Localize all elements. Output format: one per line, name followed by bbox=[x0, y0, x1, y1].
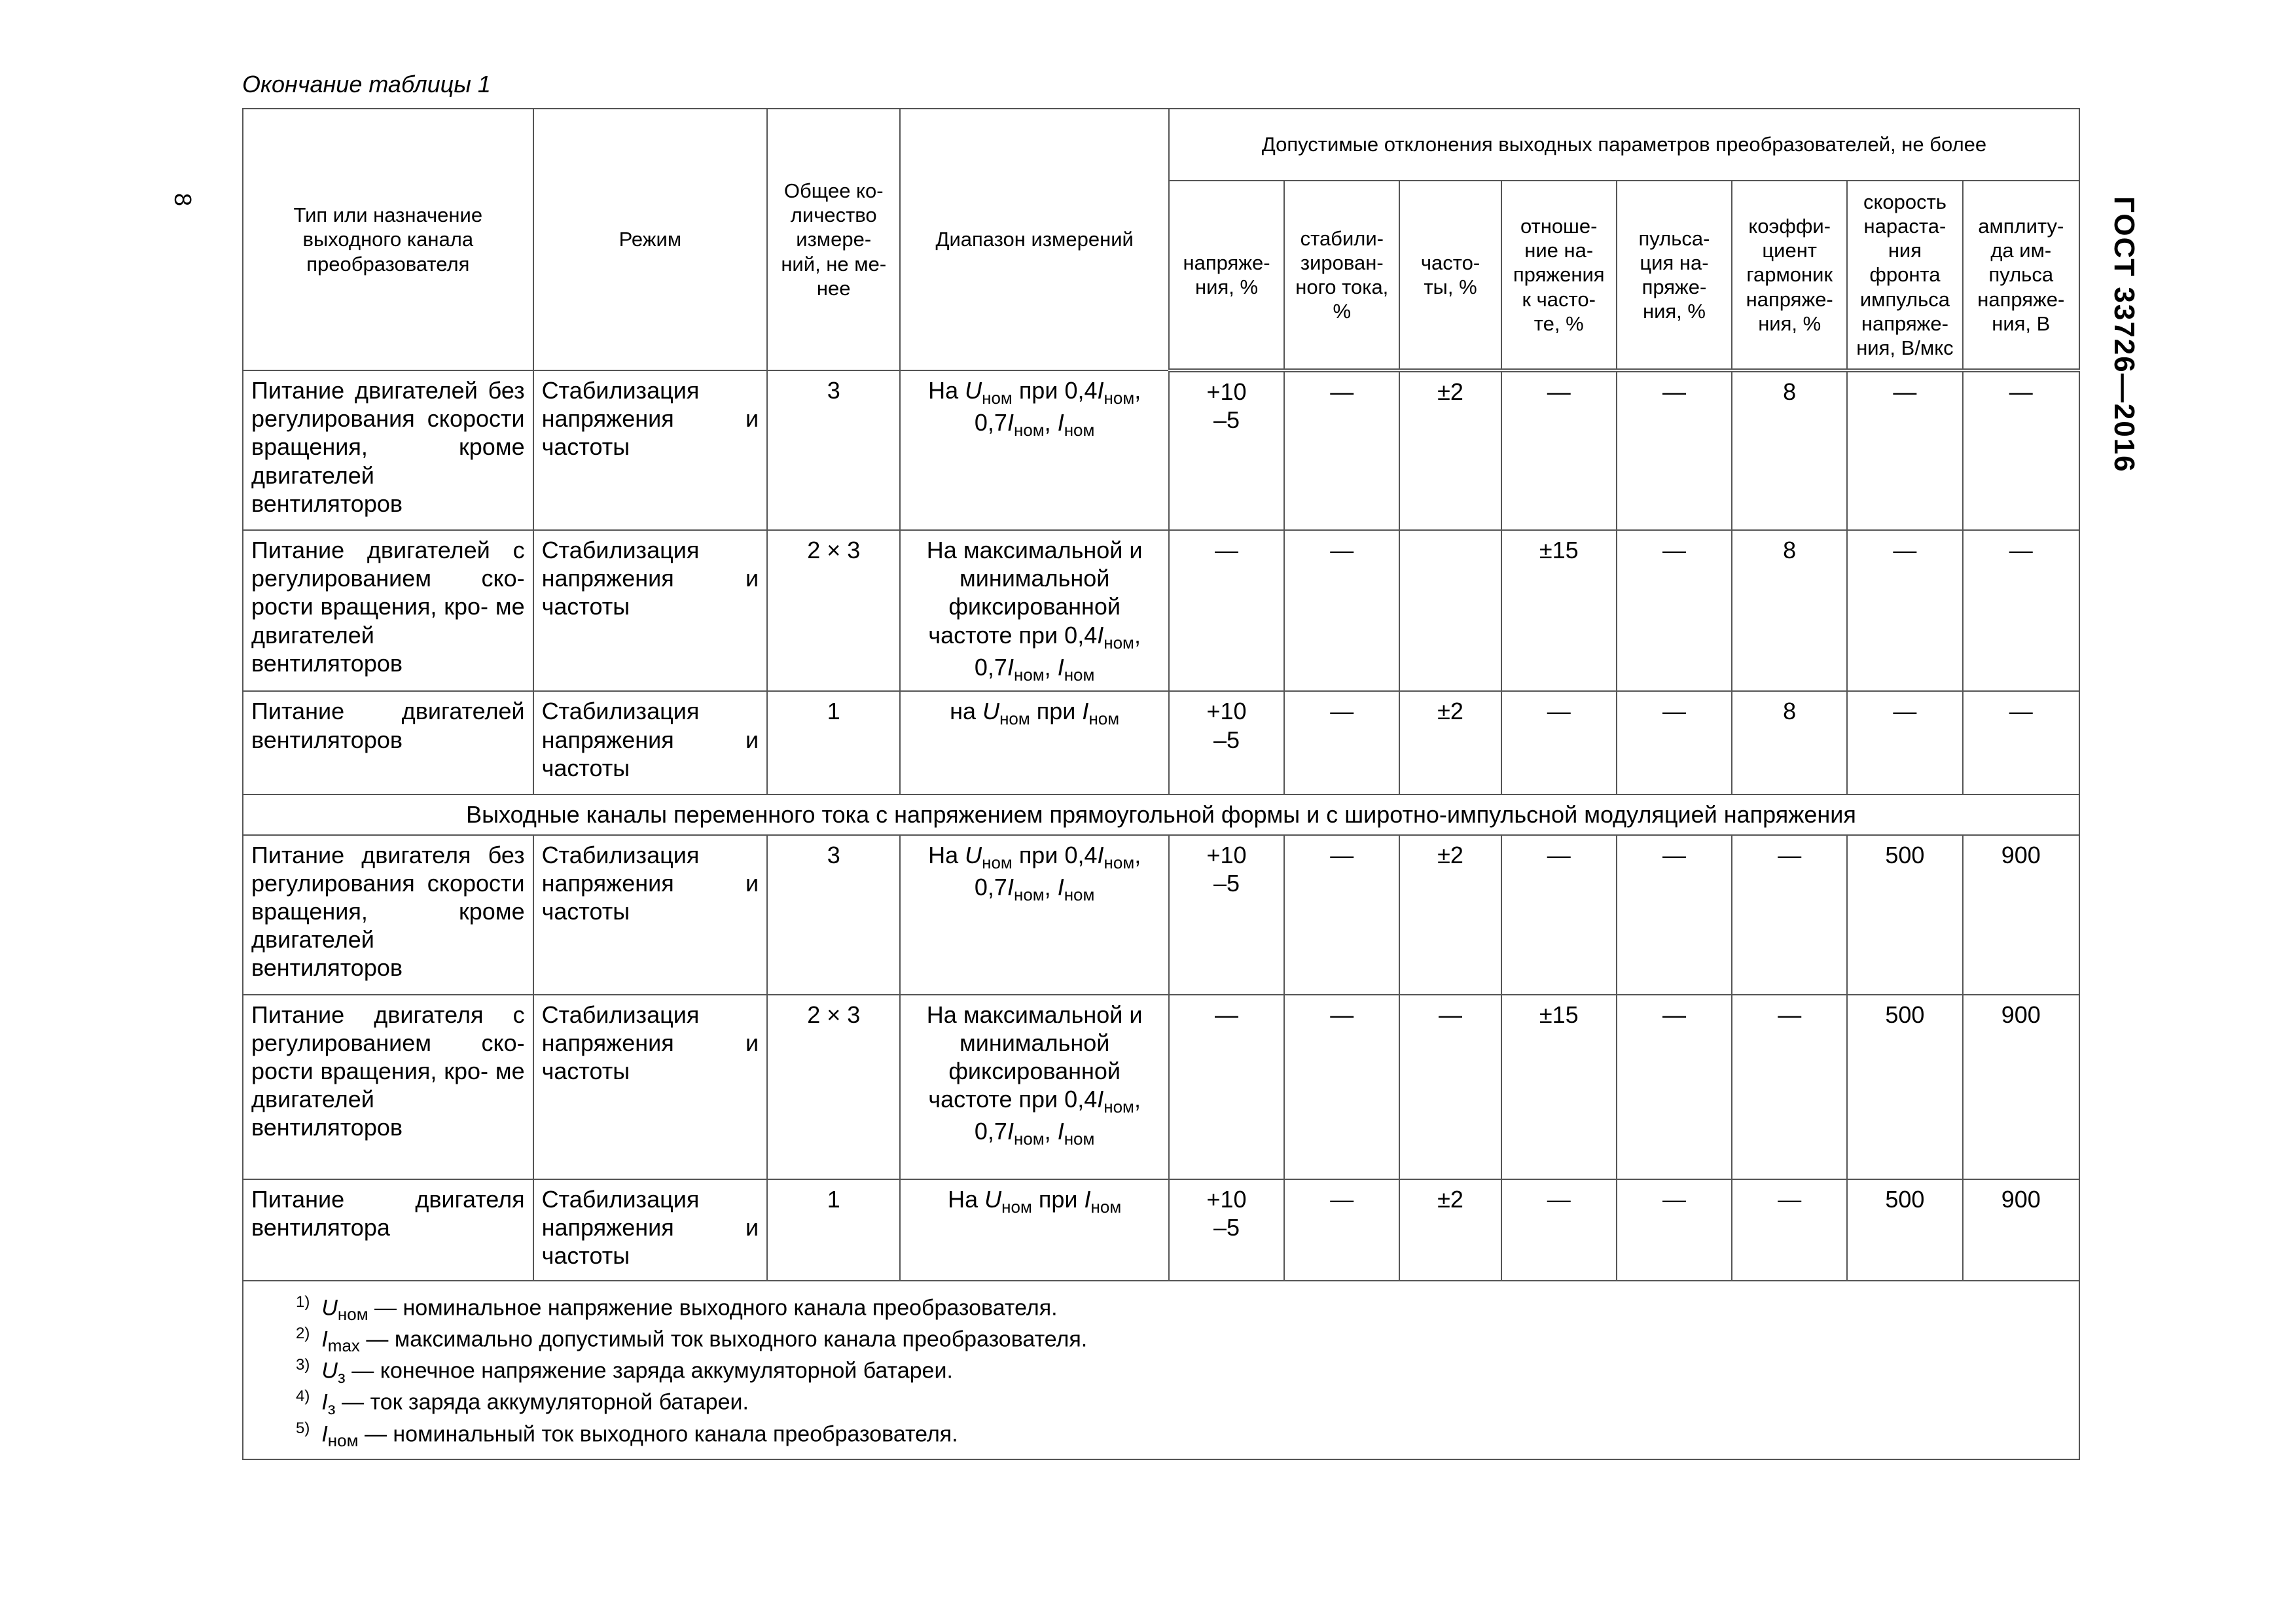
cell-value: — bbox=[1284, 691, 1399, 794]
footnote: $^{5)}$ $I_{ном}$ — номинальный ток выходного канала преобразователя. bbox=[296, 1419, 958, 1450]
table-row bbox=[243, 1179, 2079, 1281]
cell-value: — bbox=[1169, 530, 1284, 691]
cell-value: — bbox=[1617, 370, 1732, 530]
cell-mode: Стабилизация напряжения и частоты bbox=[533, 835, 767, 995]
table-row bbox=[243, 691, 2079, 794]
cell-value: 8 bbox=[1732, 691, 1847, 794]
cell-value: — bbox=[1501, 691, 1617, 794]
cell-value: — bbox=[1617, 691, 1732, 794]
header-sub: стабили- зирован- ного тока, % bbox=[1284, 181, 1399, 370]
cell-type: Питание двигателей с регулированием ско- рости вращения, кро- ме двигателей вентиляторов bbox=[243, 530, 533, 691]
header-sub: часто- ты, % bbox=[1399, 181, 1501, 370]
footnote: $^{1)}$ $U_{ном}$ — номинальное напряжение выходного канала преобразователя. bbox=[296, 1293, 1058, 1324]
cell-value: ±15 bbox=[1501, 530, 1617, 691]
cell-range: На $U_{ном}$ при $I_{ном}$ bbox=[900, 1179, 1169, 1281]
cell-value: — bbox=[1284, 370, 1399, 530]
cell-value: 500 bbox=[1847, 835, 1962, 995]
cell-range: на $U_{ном}$ при $I_{ном}$ bbox=[900, 691, 1169, 794]
cell-value: — bbox=[1284, 1179, 1399, 1281]
cell-value: — bbox=[1169, 995, 1284, 1179]
cell-value: — bbox=[1847, 370, 1962, 530]
cell-mode: Стабилизация напряжения и частоты bbox=[533, 691, 767, 794]
cell-value: 8 bbox=[1732, 530, 1847, 691]
cell-value: ±2 bbox=[1399, 370, 1501, 530]
header-count: Общее ко- личество измере- ний, не ме- нее bbox=[767, 109, 900, 370]
cell-value: — bbox=[1963, 530, 2079, 691]
cell-type: Питание двигателя без регулирования скорости вращения, кроме двигателей вентиляторов bbox=[243, 835, 533, 995]
cell-mode: Стабилизация напряжения и частоты bbox=[533, 370, 767, 530]
table-row bbox=[243, 370, 2079, 530]
section-title: Выходные каналы переменного тока с напряжением прямоугольной формы и с широтно-импульсной модуляцией напряжения bbox=[243, 794, 2079, 834]
cell-value: 500 bbox=[1847, 1179, 1962, 1281]
header-group: Допустимые отклонения выходных параметров преобразователей, не более bbox=[1169, 109, 2079, 181]
cell-count: 3 bbox=[767, 370, 900, 530]
cell-value bbox=[1399, 530, 1501, 691]
cell-value: ±2 bbox=[1399, 1179, 1501, 1281]
cell-value: — bbox=[1617, 530, 1732, 691]
table-row bbox=[243, 530, 2079, 691]
cell-mode: Стабилизация напряжения и частоты bbox=[533, 995, 767, 1179]
cell-value: 900 bbox=[1963, 1179, 2079, 1281]
cell-value: — bbox=[1732, 835, 1847, 995]
cell-value: 900 bbox=[1963, 995, 2079, 1179]
cell-value: — bbox=[1847, 530, 1962, 691]
cell-value: — bbox=[1847, 691, 1962, 794]
cell-count: 2 × 3 bbox=[767, 530, 900, 691]
header-range: Диапазон измерений bbox=[900, 109, 1169, 370]
cell-range: На $U_{ном}$ при $0,4I_{ном}$, $0,7I_{ном}$, $I_{ном}$ bbox=[900, 370, 1169, 530]
header-sub: пульса- ция на- пряже- ния, % bbox=[1617, 181, 1732, 370]
footnote: $^{2)}$ $I_{max}$ — максимально допустимый ток выходного канала преобразователя. bbox=[296, 1324, 1088, 1355]
header-sub: отноше- ние на- пряжения к часто- те, % bbox=[1501, 181, 1617, 370]
cell-value: — bbox=[1501, 370, 1617, 530]
table-caption: Окончание таблицы 1 bbox=[242, 71, 491, 98]
cell-value: ±15 bbox=[1501, 995, 1617, 1179]
page-number: 8 bbox=[170, 193, 196, 207]
cell-value: — bbox=[1732, 1179, 1847, 1281]
cell-value: ±2 bbox=[1399, 835, 1501, 995]
cell-mode: Стабилизация напряжения и частоты bbox=[533, 530, 767, 691]
header-sub: скорость нараста- ния фронта импульса напряже- ния, В/мкс bbox=[1847, 181, 1962, 370]
cell-value: +10 –5 bbox=[1169, 835, 1284, 995]
footnotes bbox=[243, 1281, 2079, 1460]
cell-value: — bbox=[1617, 995, 1732, 1179]
cell-type: Питание двигателя с регулированием ско- рости вращения, кро- ме двигателей вентиляторов bbox=[243, 995, 533, 1179]
cell-value: 8 bbox=[1732, 370, 1847, 530]
header-mode: Режим bbox=[533, 109, 767, 370]
table-row bbox=[243, 835, 2079, 995]
cell-type: Питание двигателей без регулирования скорости вращения, кроме двигателей вентиляторов bbox=[243, 370, 533, 530]
cell-value: — bbox=[1284, 995, 1399, 1179]
cell-value: +10 –5 bbox=[1169, 691, 1284, 794]
cell-type: Питание двигателей вентиляторов bbox=[243, 691, 533, 794]
cell-range: На максимальной и минимальной фиксированной частоте при $0,4I_{ном}$, $0,7I_{ном}$, $I_{ном}$ bbox=[900, 530, 1169, 691]
header-sub: коэффи- циент гармоник напряже- ния, % bbox=[1732, 181, 1847, 370]
standard-designation: ГОСТ 33726—2016 bbox=[2108, 196, 2140, 473]
cell-value: — bbox=[1963, 370, 2079, 530]
cell-value: — bbox=[1732, 995, 1847, 1179]
cell-type: Питание двигателя вентилятора bbox=[243, 1179, 533, 1281]
cell-range: На максимальной и минимальной фиксированной частоте при $0,4I_{ном}$, $0,7I_{ном}$, $I_{ном}$ bbox=[900, 995, 1169, 1179]
cell-value: — bbox=[1284, 530, 1399, 691]
footnote: $^{3)}$ $U_з$ — конечное напряжение заряда аккумуляторной батареи. bbox=[296, 1356, 953, 1387]
cell-value: 500 bbox=[1847, 995, 1962, 1179]
cell-value: 900 bbox=[1963, 835, 2079, 995]
cell-range: На $U_{ном}$ при $0,4I_{ном}$, $0,7I_{ном}$, $I_{ном}$ bbox=[900, 835, 1169, 995]
specs-table bbox=[242, 108, 2080, 1460]
cell-count: 2 × 3 bbox=[767, 995, 900, 1179]
header-type: Тип или назначение выходного канала преобразователя bbox=[243, 109, 533, 370]
cell-value: — bbox=[1501, 1179, 1617, 1281]
cell-value: — bbox=[1284, 835, 1399, 995]
cell-value: — bbox=[1963, 691, 2079, 794]
cell-value: — bbox=[1617, 1179, 1732, 1281]
header-sub: напряже- ния, % bbox=[1169, 181, 1284, 370]
cell-mode: Стабилизация напряжения и частоты bbox=[533, 1179, 767, 1281]
cell-value: +10 –5 bbox=[1169, 1179, 1284, 1281]
cell-value: — bbox=[1399, 995, 1501, 1179]
table-row bbox=[243, 995, 2079, 1179]
cell-value: — bbox=[1617, 835, 1732, 995]
cell-value: ±2 bbox=[1399, 691, 1501, 794]
cell-value: +10 –5 bbox=[1169, 370, 1284, 530]
cell-value: — bbox=[1501, 835, 1617, 995]
header-sub: амплиту- да им- пульса напряже- ния, В bbox=[1963, 181, 2079, 370]
footnote: $^{4)}$ $I_з$ — ток заряда аккумуляторной батареи. bbox=[296, 1387, 749, 1419]
cell-count: 1 bbox=[767, 1179, 900, 1281]
cell-count: 3 bbox=[767, 835, 900, 995]
cell-count: 1 bbox=[767, 691, 900, 794]
